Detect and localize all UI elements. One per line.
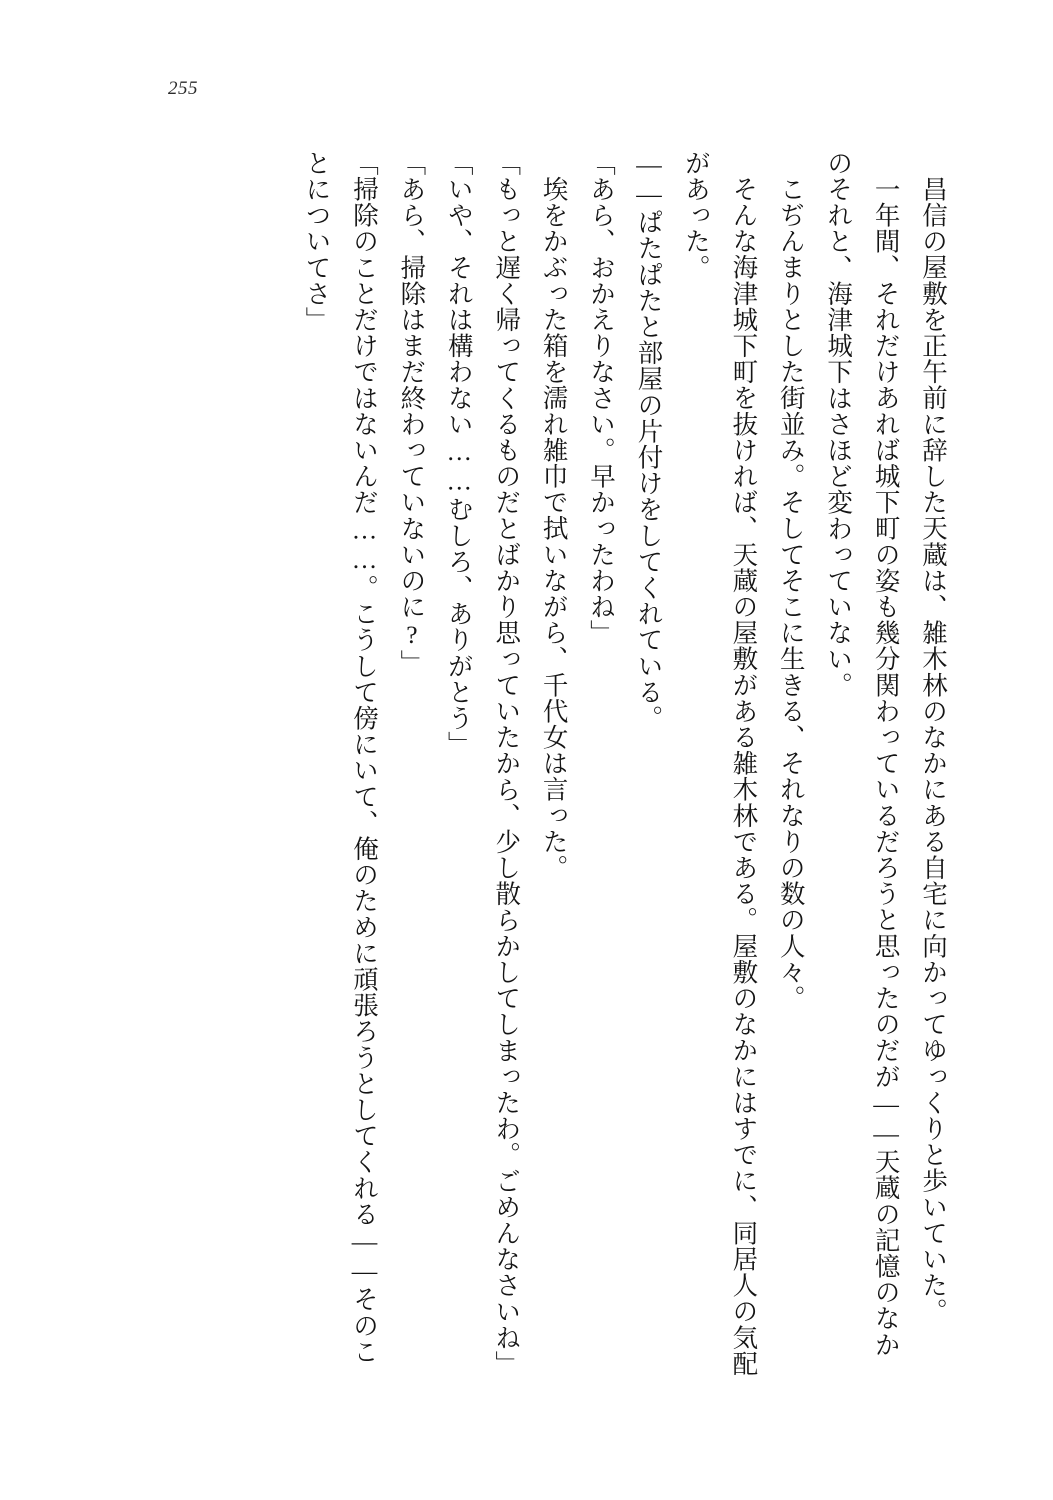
- paragraph: 一年間、それだけあれば城下町の姿も幾分関わっているだろうと思ったのだが——天蔵の記憶のなかのそれと、海津城下はさほど変わっていない。: [824, 150, 901, 1357]
- paragraph: 「いや、それは構わない……むしろ、ありがとう」: [444, 150, 474, 758]
- paragraph: 昌信の屋敷を正午前に辞した天蔵は、雑木林のなかにある自宅に向かってゆっくりと歩いていた。: [919, 175, 948, 1324]
- paragraph: 「掃除のことだけではないんだ……。こうして傍にいて、俺のために頑張ろうとしてくれる——そのことについてさ」: [302, 150, 379, 1365]
- paragraph: ——ぱたぱたと部屋の片付けをしてくれている。: [634, 150, 664, 732]
- body-text: [177, 150, 957, 1380]
- paragraph: 「もっと遅く帰ってくるものだとばかり思っていたから、少し散らかしてしまったわ。ごめんなさいね」: [492, 150, 522, 1377]
- paragraph: そんな海津城下町を抜ければ、天蔵の屋敷がある雑木林である。屋敷のなかにはすでに、同居人の気配があった。: [681, 150, 759, 1377]
- paragraph: 「あら、掃除はまだ終わっていないのに?」: [397, 150, 427, 676]
- paragraph: 「あら、おかえりなさい。早かったわね」: [587, 150, 617, 646]
- paragraph: こぢんまりとした街並み。そしてそこに生きる、それなりの数の人々。: [776, 175, 806, 1011]
- paragraph: 埃をかぶった箱を濡れ雑巾で拭いながら、千代女は言った。: [539, 175, 569, 881]
- page-number: 255: [168, 78, 198, 99]
